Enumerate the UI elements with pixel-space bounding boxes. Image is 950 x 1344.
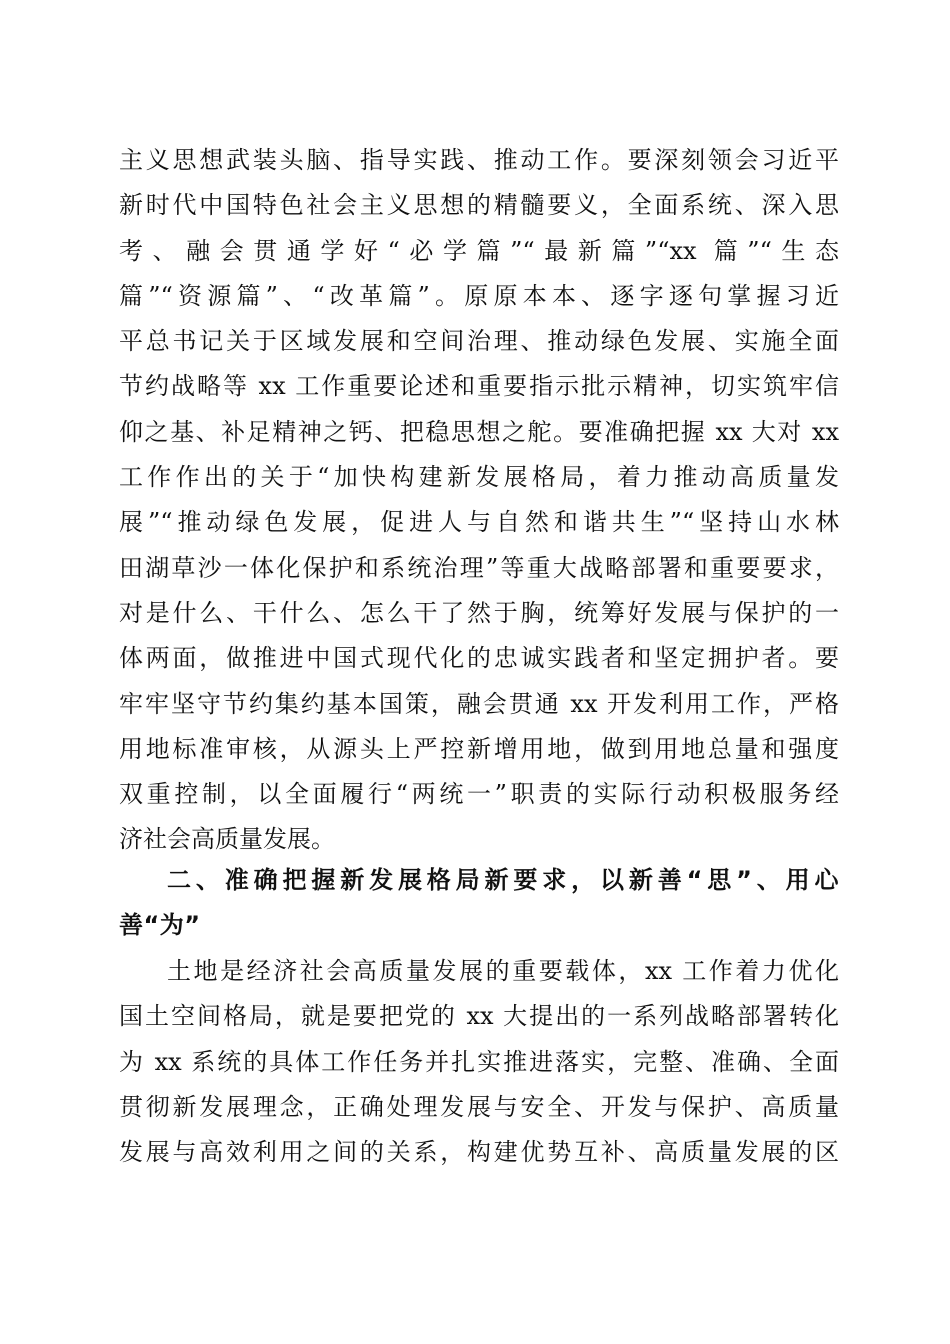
body-paragraph-1	[119, 138, 839, 863]
paragraph-line: 土地是经济社会高质量发展的重要载体，xx 工作着力优化	[167, 957, 839, 985]
paragraph-line: 仰之基、补足精神之钙、把稳思想之舵。要准确把握 xx 大对 xx	[119, 417, 839, 446]
paragraph-line: 新时代中国特色社会主义思想的精髓要义，全面系统、深入思	[119, 191, 839, 220]
paragraph-line: 体两面，做推进中国式现代化的忠诚实践者和坚定拥护者。要	[119, 644, 839, 673]
paragraph-line: 展”“推动绿色发展，促进人与自然和谐共生”“坚持山水林	[119, 508, 839, 537]
heading-line: 二、准确把握新发展格局新要求，以新善“思”、用心	[167, 866, 839, 894]
paragraph-line: 双重控制，以全面履行“两统一”职责的实际行动积极服务经	[119, 780, 839, 809]
paragraph-line: 节约战略等 xx 工作重要论述和重要指示批示精神，切实筑牢信	[119, 372, 839, 401]
paragraph-line: 用地标准审核，从源头上严控新增用地，做到用地总量和强度	[119, 734, 839, 763]
paragraph-line: 篇”“资源篇”、“改革篇”。原原本本、逐字逐句掌握习近	[119, 281, 839, 310]
paragraph-line: 平总书记关于区域发展和空间治理、推动绿色发展、实施全面	[119, 327, 839, 356]
paragraph-line: 牢牢坚守节约集约基本国策，融会贯通 xx 开发利用工作，严格	[119, 689, 839, 718]
paragraph-line: 发展与高效利用之间的关系，构建优势互补、高质量发展的区	[119, 1138, 839, 1167]
paragraph-line: 主义思想武装头脑、指导实践、推动工作。要深刻领会习近平	[119, 146, 839, 174]
paragraph-line: 工作作出的关于“加快构建新发展格局，着力推动高质量发	[119, 463, 839, 492]
paragraph-line: 对是什么、干什么、怎么干了然于胸，统筹好发展与保护的一	[119, 598, 839, 627]
paragraph-line: 田湖草沙一体化保护和系统治理”等重大战略部署和重要要求，	[119, 553, 839, 582]
section-heading-2	[119, 858, 839, 949]
paragraph-line: 济社会高质量发展。	[119, 825, 335, 854]
paragraph-line: 国土空间格局，就是要把党的 xx 大提出的一系列战略部署转化	[119, 1002, 839, 1031]
paragraph-line: 为 xx 系统的具体工作任务并扎实推进落实，完整、准确、全面	[119, 1047, 839, 1076]
paragraph-line: 考、融会贯通学好“必学篇”“最新篇”“xx 篇”“生态	[119, 236, 839, 265]
body-paragraph-2	[119, 949, 839, 1175]
heading-line: 善“为”	[119, 911, 201, 940]
paragraph-line: 贯彻新发展理念，正确处理发展与安全、开发与保护、高质量	[119, 1092, 839, 1121]
